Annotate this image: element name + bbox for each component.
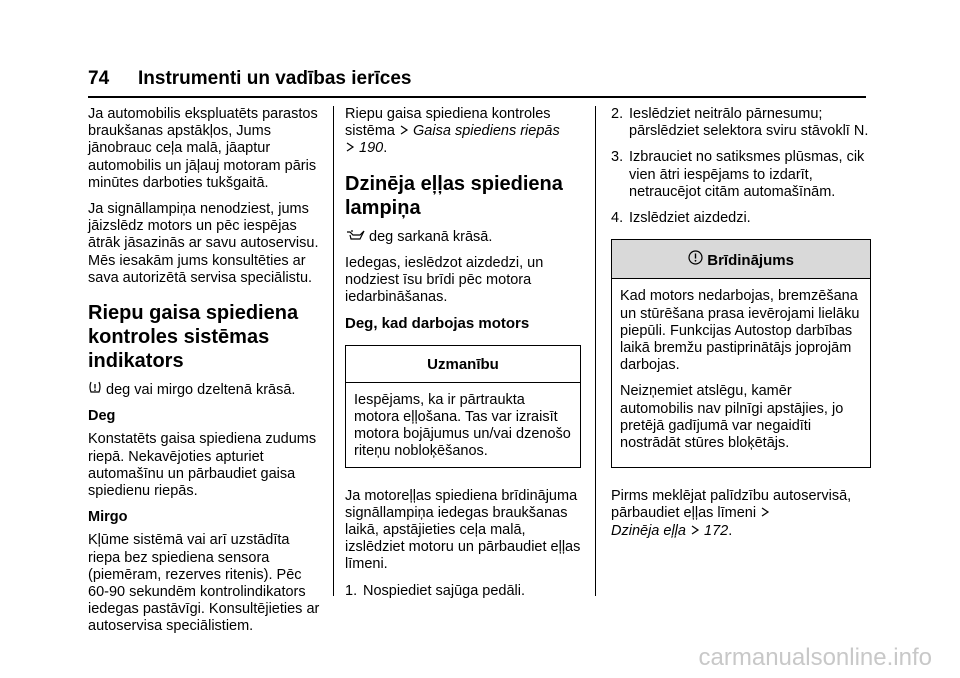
paragraph-text: Pirms meklējat palīdzību autoservisā, pārbaudiet eļļas līmeni <box>611 488 852 522</box>
warning-text: Kad motors nedarbojas, bremzēšana un stūrēšana prasa ievērojami lielāku piepūli. Funkcijas Autostop darbības laikā bremžu pastiprinātājs joprojām darbojas. <box>620 288 860 374</box>
caution-text: Iespējams, ka ir pārtraukta motora eļļošana. Tas var izraisīt motora bojājumus un/vai dzenošo riteņu nobloķēšanos. <box>354 391 571 460</box>
reference-link[interactable]: Dzinēja eļļa <box>611 522 686 539</box>
list-item <box>611 210 871 227</box>
list-item <box>611 149 871 201</box>
tire-pressure-icon <box>88 382 106 398</box>
paragraph: Kļūme sistēmā vai arī uzstādīta riepa bez spiediena sensora (piemēram, rezerves ritenis). Pēc 60-90 sekundēm kontrolindikators iedegas pastāvīgi. Konsultējieties ar autoservisa speciālistiem. <box>88 532 320 635</box>
reference-text: Riepu gaisa spiediena kontroles sistēma <box>345 106 551 140</box>
step-text: Izbrauciet no satiksmes plūsmas, cik vien ātri iespējams to izdarīt, netraucējot citām automašīnām. <box>629 149 865 200</box>
column-3 <box>611 106 871 549</box>
reference-paragraph: Pirms meklējat palīdzību autoservisā, pārbaudiet eļļas līmeni Dzinēja eļļa 172. <box>611 488 852 539</box>
caution-title: Uzmanību <box>346 346 580 383</box>
caution-box <box>345 345 581 468</box>
section-heading: Riepu gaisa spiediena kontroles sistēmas indikators <box>88 302 299 373</box>
step-text: Nospiediet sajūga pedāli. <box>363 582 526 599</box>
subheading-mirgo: Mirgo <box>88 509 128 526</box>
paragraph: Konstatēts gaisa spiediena zudums riepā. Nekavējoties apturiet automašīnu un pārbaudiet gaisa spiedienu riepās. <box>88 431 317 500</box>
paragraph: Ja motoreļļas spiediena brīdinājuma signāllampiņa iedegas braukšanas laikā, apstājieties ceļa malā, izslēdziet motoru un pārbaudiet eļļas līmeni. <box>345 487 581 573</box>
column-2 <box>345 106 581 609</box>
paragraph: Iedegas, ieslēdzot aizdedzi, un nodziest īsu brīdi pēc motora iedarbināšanas. <box>345 254 544 306</box>
warning-text: Neizņemiet atslēgu, kamēr automobilis nav pilnīgi apstājies, jo pretējā gadījumā var negaidīti nostrādāt stūres bloķētājs. <box>620 383 844 452</box>
step-number: 3. <box>611 149 624 166</box>
steps-list <box>345 583 581 600</box>
warning-header <box>612 240 870 279</box>
step-text: Izslēdziet aizdedzi. <box>629 210 751 227</box>
warning-box <box>611 239 871 468</box>
icon-paragraph <box>88 381 324 399</box>
list-item <box>611 106 871 140</box>
watermark: carmanualsonline.info <box>698 644 932 671</box>
arrow-icon <box>399 123 409 140</box>
oil-can-icon <box>345 229 369 245</box>
column-divider <box>595 106 596 596</box>
page-number: 74 <box>88 68 110 89</box>
step-number: 4. <box>611 210 624 227</box>
subheading: Deg, kad darbojas motors <box>345 315 530 333</box>
paragraph: Ja signāllampiņa nenodziest, jums jāizslēdz motors un pēc iespējas ātrāk jāsazinās ar savu autoservisu. Mēs iesakām jums konsultēties ar sava autorizētā servisa speciālistu. <box>88 201 319 286</box>
steps-list <box>611 106 871 227</box>
step-number: 1. <box>345 582 358 599</box>
warning-title: Brīdinājums <box>707 252 794 270</box>
reference-paragraph: Riepu gaisa spiediena kontroles sistēma Gaisa spiediens riepās 190. <box>345 106 560 157</box>
arrow-icon <box>345 140 355 157</box>
warning-icon <box>688 252 703 269</box>
page-reference[interactable]: 190 <box>359 140 384 157</box>
column-divider <box>333 106 334 596</box>
icon-description: deg sarkanā krāsā. <box>369 228 493 245</box>
icon-paragraph <box>345 228 581 246</box>
icon-description: deg vai mirgo dzeltenā krāsā. <box>106 382 296 399</box>
step-number: 2. <box>611 106 624 122</box>
header-rule <box>88 96 866 98</box>
page-header <box>88 68 870 94</box>
page-title: Instrumenti un vadības ierīces <box>138 68 412 89</box>
reference-link[interactable]: Gaisa spiediens riepās <box>413 123 560 140</box>
arrow-icon <box>690 523 700 540</box>
list-item <box>345 583 581 600</box>
warning-body <box>612 279 870 467</box>
paragraph: Ja automobilis ekspluatēts parastos braukšanas apstākļos, Jums jānobrauc ceļa malā, jāaptur automobilis un jāļauj motoram pāris minūtes darboties tukšgaitā. <box>88 106 318 191</box>
section-heading: Dzinēja eļļas spiediena lampiņa <box>345 172 563 219</box>
page-reference[interactable]: 172 <box>704 522 729 539</box>
subheading-deg: Deg <box>88 408 116 425</box>
column-1 <box>88 106 324 645</box>
step-text: Ieslēdziet neitrālo pārnesumu; pārslēdziet selektora sviru stāvoklī N. <box>629 106 869 140</box>
arrow-icon <box>760 505 770 522</box>
